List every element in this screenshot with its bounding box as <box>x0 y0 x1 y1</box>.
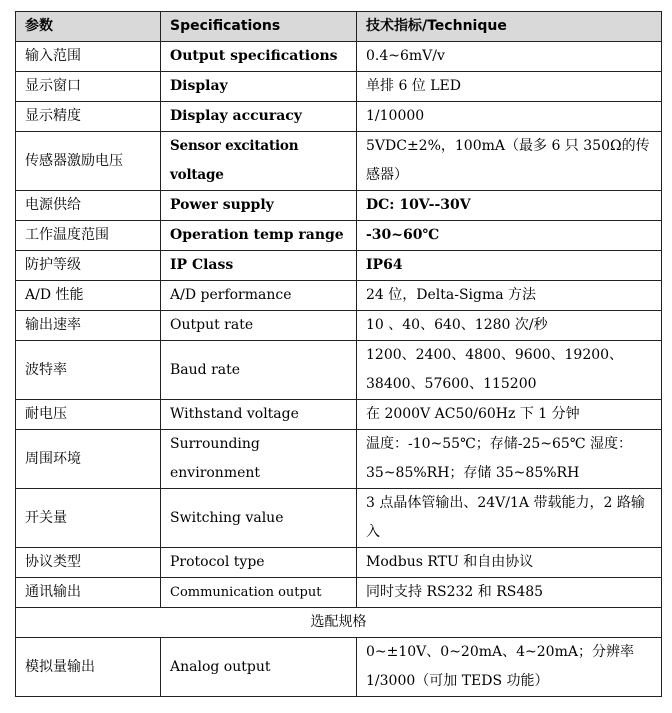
spec-cell: Switching value <box>161 489 357 548</box>
param-cell: 输出速率 <box>16 311 161 341</box>
spec-cell: Output rate <box>161 311 357 341</box>
table-row <box>16 221 662 251</box>
param-cell: A/D 性能 <box>16 281 161 311</box>
header-specifications: Specifications <box>161 12 357 42</box>
param-cell: 显示窗口 <box>16 72 161 102</box>
tech-cell: Modbus RTU 和自由协议 <box>357 548 662 578</box>
table-row <box>16 191 662 221</box>
table-row <box>16 251 662 281</box>
param-cell: 输入范围 <box>16 42 161 72</box>
param-cell: 电源供给 <box>16 191 161 221</box>
spec-cell: Surrounding environment <box>161 430 357 489</box>
table-row <box>16 489 662 548</box>
param-cell: 协议类型 <box>16 548 161 578</box>
tech-cell: 5VDC±2%，100mA（最多 6 只 350Ω的传感器） <box>357 132 662 191</box>
tech-cell: 1/10000 <box>357 102 662 132</box>
param-cell: 传感器激励电压 <box>16 132 161 191</box>
table-row <box>16 548 662 578</box>
spec-cell: Sensor excitation voltage <box>161 132 357 191</box>
tech-cell: 1200、2400、4800、9600、19200、38400、57600、115200 <box>357 341 662 400</box>
tech-cell: 0.4~6mV/v <box>357 42 662 72</box>
header-technique: 技术指标/Technique <box>357 12 662 42</box>
tech-cell: 在 2000V AC50/60Hz 下 1 分钟 <box>357 400 662 430</box>
param-cell: 周围环境 <box>16 430 161 489</box>
specification-table <box>15 11 662 697</box>
section-title: 选配规格 <box>16 608 662 638</box>
header-param: 参数 <box>16 12 161 42</box>
param-cell: 通讯输出 <box>16 578 161 608</box>
param-cell: 耐电压 <box>16 400 161 430</box>
spec-cell: A/D performance <box>161 281 357 311</box>
tech-cell: DC: 10V--30V <box>357 191 662 221</box>
table-row <box>16 132 662 191</box>
tech-cell: 24 位，Delta-Sigma 方法 <box>357 281 662 311</box>
table-row <box>16 341 662 400</box>
param-cell: 波特率 <box>16 341 161 400</box>
spec-cell: Display accuracy <box>161 102 357 132</box>
section-row <box>16 608 662 638</box>
spec-cell: Output specifications <box>161 42 357 72</box>
param-cell: 显示精度 <box>16 102 161 132</box>
spec-cell: Operation temp range <box>161 221 357 251</box>
tech-cell: IP64 <box>357 251 662 281</box>
table-row <box>16 102 662 132</box>
spec-cell: IP Class <box>161 251 357 281</box>
table-row <box>16 311 662 341</box>
tech-cell: -30~60℃ <box>357 221 662 251</box>
table-row <box>16 578 662 608</box>
spec-cell: Baud rate <box>161 341 357 400</box>
table-row <box>16 72 662 102</box>
tech-cell: 3 点晶体管输出、24V/1A 带载能力，2 路输入 <box>357 489 662 548</box>
spec-cell: Analog output <box>161 638 357 697</box>
table-row <box>16 42 662 72</box>
table-row <box>16 638 662 697</box>
tech-cell: 10 、40、640、1280 次/秒 <box>357 311 662 341</box>
table-row <box>16 430 662 489</box>
tech-cell: 同时支持 RS232 和 RS485 <box>357 578 662 608</box>
spec-cell: Power supply <box>161 191 357 221</box>
spec-cell: Protocol type <box>161 548 357 578</box>
param-cell: 防护等级 <box>16 251 161 281</box>
param-cell: 开关量 <box>16 489 161 548</box>
tech-cell: 单排 6 位 LED <box>357 72 662 102</box>
param-cell: 模拟量输出 <box>16 638 161 697</box>
table-row <box>16 400 662 430</box>
spec-cell: Communication output <box>161 578 357 608</box>
param-cell: 工作温度范围 <box>16 221 161 251</box>
tech-cell: 温度：-10~55℃；存储-25~65℃ 湿度：35~85%RH；存储 35~85%RH <box>357 430 662 489</box>
table-row <box>16 281 662 311</box>
tech-cell: 0~±10V、0~20mA、4~20mA；分辨率 1/3000（可加 TEDS 功能） <box>357 638 662 697</box>
spec-cell: Display <box>161 72 357 102</box>
spec-cell: Withstand voltage <box>161 400 357 430</box>
table-header-row <box>16 12 662 42</box>
